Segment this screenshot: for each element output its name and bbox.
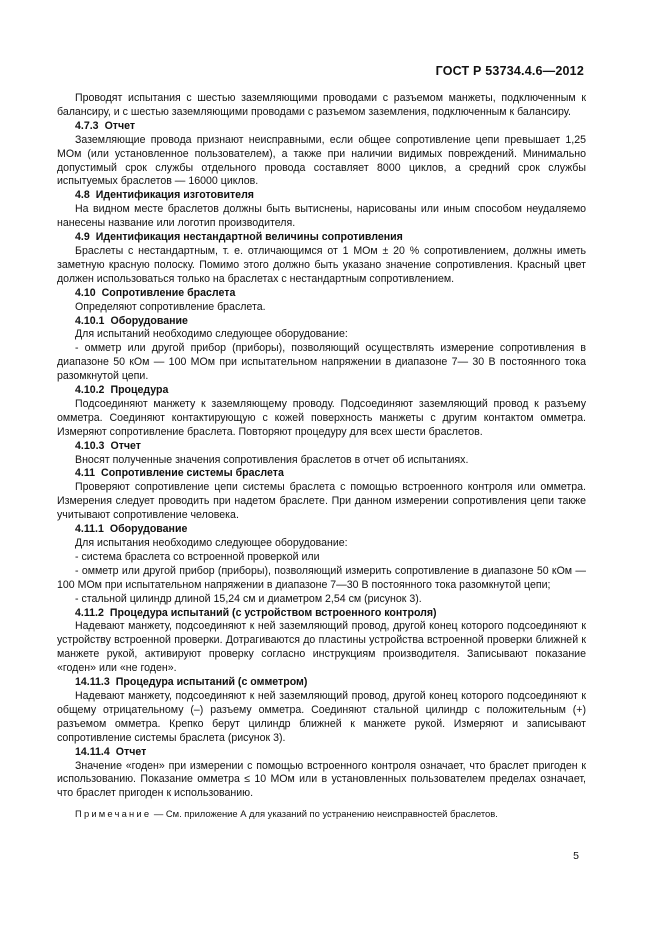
- page-number: 5: [573, 850, 579, 862]
- paragraph: - стальной цилиндр длиной 15,24 см и диаметром 2,54 см (рисунок 3).: [75, 592, 422, 605]
- section-title: Оборудование: [109, 523, 188, 536]
- section-number: 4.11.2: [75, 606, 104, 619]
- section-heading: [75, 287, 586, 301]
- paragraph: Проверяют сопротивление цепи системы браслета с помощью встроенного контроля или омметра. Измерения следует проводить при надетом браслете. При данном измерении сопротивления цепи также учитывают сопротивление человека.: [57, 481, 586, 522]
- note-label: Примечание: [75, 808, 152, 820]
- paragraph: Определяют сопротивление браслета.: [75, 300, 266, 313]
- paragraph: Подсоединяют манжету к заземляющему проводу. Подсоединяют заземляющий провод к разъему омметра. Соединяют контактирующую с кожей поверхность манжеты с другим контактом омметра. Измеряют сопротивление браслета. Повторяют процедуру для всех шести браслетов.: [57, 397, 586, 438]
- section-title: Отчет: [115, 745, 147, 758]
- section-heading: [75, 189, 586, 203]
- paragraph: На видном месте браслетов должны быть вытиснены, нарисованы или иным способом неудаляемо нанесены название или логотип производителя.: [57, 203, 586, 230]
- section-number: 4.10.2: [75, 384, 105, 397]
- section-title: Процедура: [110, 384, 169, 397]
- note: [57, 807, 586, 821]
- paragraph: - система браслета со встроенной проверкой или: [75, 550, 320, 563]
- section-title: Идентификация нестандартной величины сопротивления: [95, 231, 403, 244]
- standard-header: ГОСТ Р 53734.4.6—2012: [435, 64, 584, 78]
- section-number: 4.9: [75, 231, 90, 244]
- paragraph: Надевают манжету, подсоединяют к ней заземляющий провод, другой конец которого подсоединяют к общему отрицательному (–) разъему омметра. Соединяют стальной цилиндр с положительным (+) разъемом омметра. Крепко берут цилиндр ближней к манжете рукой. Измеряют и записывают сопротивление системы браслета (рисунок 3).: [57, 689, 586, 744]
- paragraph: Вносят полученные значения сопротивления браслетов в отчет об испытаниях.: [75, 453, 469, 466]
- section-heading: [75, 607, 586, 621]
- section-title: Идентификация изготовителя: [95, 189, 254, 202]
- section-heading: [75, 231, 586, 245]
- paragraph: - омметр или другой прибор (приборы), позволяющий измерить сопротивление в диапазоне 50 кОм — 100 МОм при испытательном напряжении в диапазоне 7—30 В постоянного тока разомкнутой цепи;: [57, 564, 586, 591]
- section-heading: [75, 384, 586, 398]
- paragraph: Для испытаний необходимо следующее оборудование:: [75, 328, 348, 341]
- paragraph: Проводят испытания с шестью заземляющими проводами с разъемом манжеты, подключенным к балансиру, и с шестью заземляющими проводами с разъемом заземления, подключенным к балансиру.: [57, 92, 586, 118]
- paragraph: Для испытания необходимо следующее оборудование:: [75, 537, 348, 549]
- section-heading: [75, 120, 586, 134]
- section-title: Отчет: [110, 439, 141, 452]
- section-heading: [75, 315, 586, 329]
- section-number: 14.11.4: [75, 745, 110, 758]
- note-text: — См. приложение А для указаний по устранению неисправностей браслетов.: [151, 808, 498, 820]
- section-title: Сопротивление браслета: [101, 286, 236, 299]
- section-heading: [75, 523, 586, 537]
- section-number: 14.11.3: [75, 676, 110, 689]
- section-number: 4.10.3: [75, 439, 105, 452]
- section-title: Процедура испытаний (с омметром): [115, 676, 308, 689]
- document-body: [57, 92, 586, 821]
- section-title: Отчет: [104, 119, 136, 132]
- section-number: 4.8: [75, 189, 90, 202]
- section-number: 4.7.3: [75, 119, 99, 132]
- section-heading: [75, 440, 586, 454]
- paragraph: Значение «годен» при измерении с помощью встроенного контроля означает, что браслет пригоден к использованию. Показание омметра ≤ 10 МОм или в установленных пользователем пределах означает, что браслет пригоден к использованию.: [57, 759, 586, 800]
- section-title: Процедура испытаний (с устройством встроенного контроля): [109, 606, 437, 619]
- paragraph: Надевают манжету, подсоединяют к ней заземляющий провод, другой конец которого подсоединяют к устройству встроенной проверки. Дотрагиваются до пластины устройства встроенной проверки ближней к манжете рукой, активируют проверку согласно инструкциям производителя. Записывают показание «годен» или «не годен».: [57, 620, 586, 675]
- section-heading: [75, 746, 586, 760]
- section-title: Оборудование: [110, 314, 188, 327]
- paragraph: Заземляющие провода признают неисправными, если общее сопротивление цепи превышает 1,25 МОм (или установленное пользователем), а также при наличии видимых повреждений. Минимально допустимый срок службы отдельного провода составляет 8000 циклов, а средний срок службы испытуемых браслетов — 16000 циклов.: [57, 133, 586, 188]
- section-number: 4.11: [75, 467, 96, 480]
- section-title: Сопротивление системы браслета: [101, 467, 284, 480]
- section-heading: [75, 467, 586, 481]
- paragraph: Браслеты с нестандартным, т. е. отличающимся от 1 МОм ± 20 % сопротивлением, должны иметь заметную красную полоску. Помимо этого должно быть указано значение сопротивления. Красный цвет должен использоваться только на браслетах с нестандартным сопротивлением.: [57, 244, 586, 285]
- section-number: 4.11.1: [75, 523, 104, 536]
- section-number: 4.10.1: [75, 314, 105, 327]
- section-number: 4.10: [75, 286, 96, 299]
- paragraph: - омметр или другой прибор (приборы), позволяющий осуществлять измерение сопротивления в диапазоне 50 кОм — 100 МОм при испытательном напряжении в диапазоне 7— 30 В постоянного тока разомкнутой цепи.: [57, 342, 586, 383]
- section-heading: [75, 676, 586, 690]
